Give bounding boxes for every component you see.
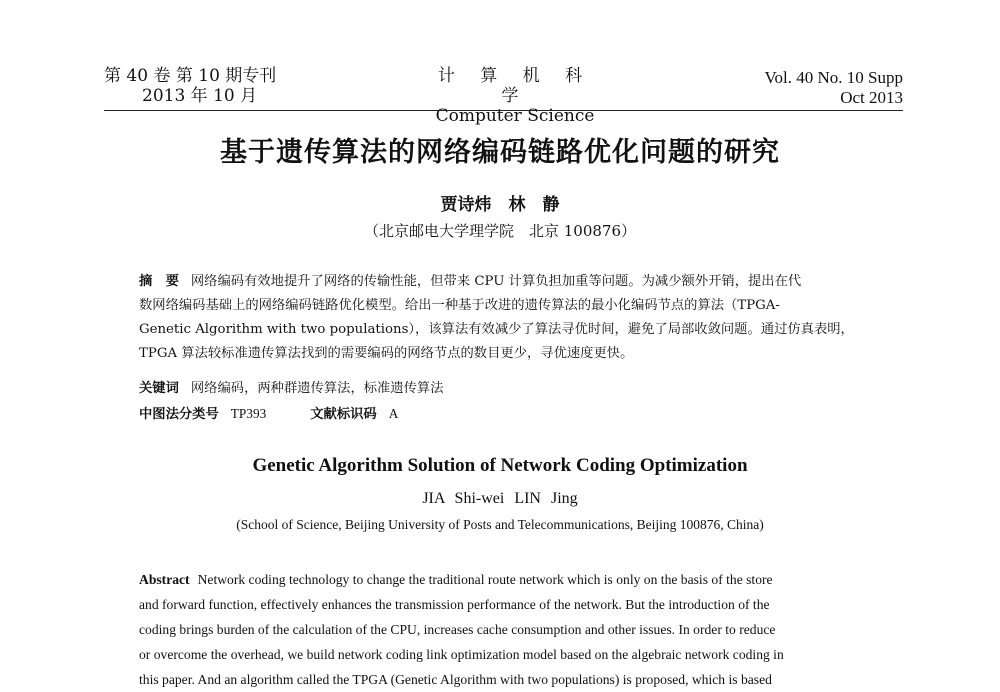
doc-code-value: A: [388, 406, 399, 421]
abstract-cn-line: 数网络编码基础上的网络编码链路优化模型。给出一种基于改进的遗传算法的最小化编码节点的算法（TPGA-: [139, 298, 780, 313]
authors-cn: 贾诗炜 林 静: [440, 195, 560, 215]
journal-name-cn: 计 算 机 科 学: [437, 66, 593, 106]
abstract-cn-line: TPGA 算法较标准遗传算法找到的需要编码的网络节点的数目更少，寻优速度更快。: [139, 346, 634, 361]
abstract-en-line: and forward function, effectively enhances the transmission performance of the network. But the introduction of the: [139, 597, 770, 612]
publication-date-cn: 2013 年 10 月: [142, 86, 258, 106]
abstract-en-label: Abstract: [139, 572, 190, 587]
volume-issue-en: Vol. 40 No. 10 Supp: [764, 68, 903, 87]
clc-label: 中图法分类号: [139, 407, 219, 422]
paper-title-en: Genetic Algorithm Solution of Network Coding Optimization: [252, 455, 748, 476]
journal-volume-issue: [104, 66, 276, 106]
abstract-en: [139, 567, 869, 692]
authors-en: JIA Shi-wei LIN Jing: [422, 490, 578, 507]
publication-date-en: Oct 2013: [840, 88, 903, 107]
abstract-cn-line: 摘 要 网络编码有效地提升了网络的传输性能，但带来 CPU 计算负担加重等问题。为减少额外开销，提出在代: [139, 274, 802, 289]
doc-code-label: 文献标识码: [310, 407, 377, 422]
affiliation-en: (School of Science, Beijing University of Posts and Telecommunications, Beijing 100876, China): [236, 517, 764, 532]
abstract-en-line: coding brings burden of the calculation of the CPU, increases cache consumption and other issues. In order to reduce: [139, 622, 776, 637]
abstract-en-line: Abstract Network coding technology to change the traditional route network which is only on the basis of the store: [139, 572, 773, 587]
keywords-cn-label: 关键词: [139, 381, 179, 396]
keywords-cn: [139, 377, 869, 396]
header-rule: [104, 110, 903, 111]
abstract-cn-line: Genetic Algorithm with two populations），该算法有效减少了算法寻优时间，避免了局部收敛问题。通过仿真表明，: [139, 322, 854, 337]
abstract-en-line: or overcome the overhead, we build network coding link optimization model based on the algebraic network coding in: [139, 647, 784, 662]
journal-name: [430, 66, 600, 126]
abstract-en-line: this paper. And an algorithm called the TPGA (Genetic Algorithm with two populations) is proposed, which is based: [139, 672, 772, 687]
clc-value: TP393: [230, 406, 267, 421]
classification-line: [139, 403, 869, 422]
abstract-cn-label: 摘 要: [139, 274, 179, 289]
abstract-cn: [139, 270, 869, 366]
journal-name-en: Computer Science: [435, 106, 595, 126]
journal-volume-en: [764, 68, 903, 108]
paper-title-cn: 基于遗传算法的网络编码链路优化问题的研究: [220, 137, 780, 168]
volume-issue-line: 第 40 卷 第 10 期专刊: [104, 66, 277, 86]
affiliation-cn: （北京邮电大学理学院 北京 100876）: [363, 222, 637, 240]
keywords-cn-text: 网络编码，两种群遗传算法，标准遗传算法: [190, 381, 444, 396]
